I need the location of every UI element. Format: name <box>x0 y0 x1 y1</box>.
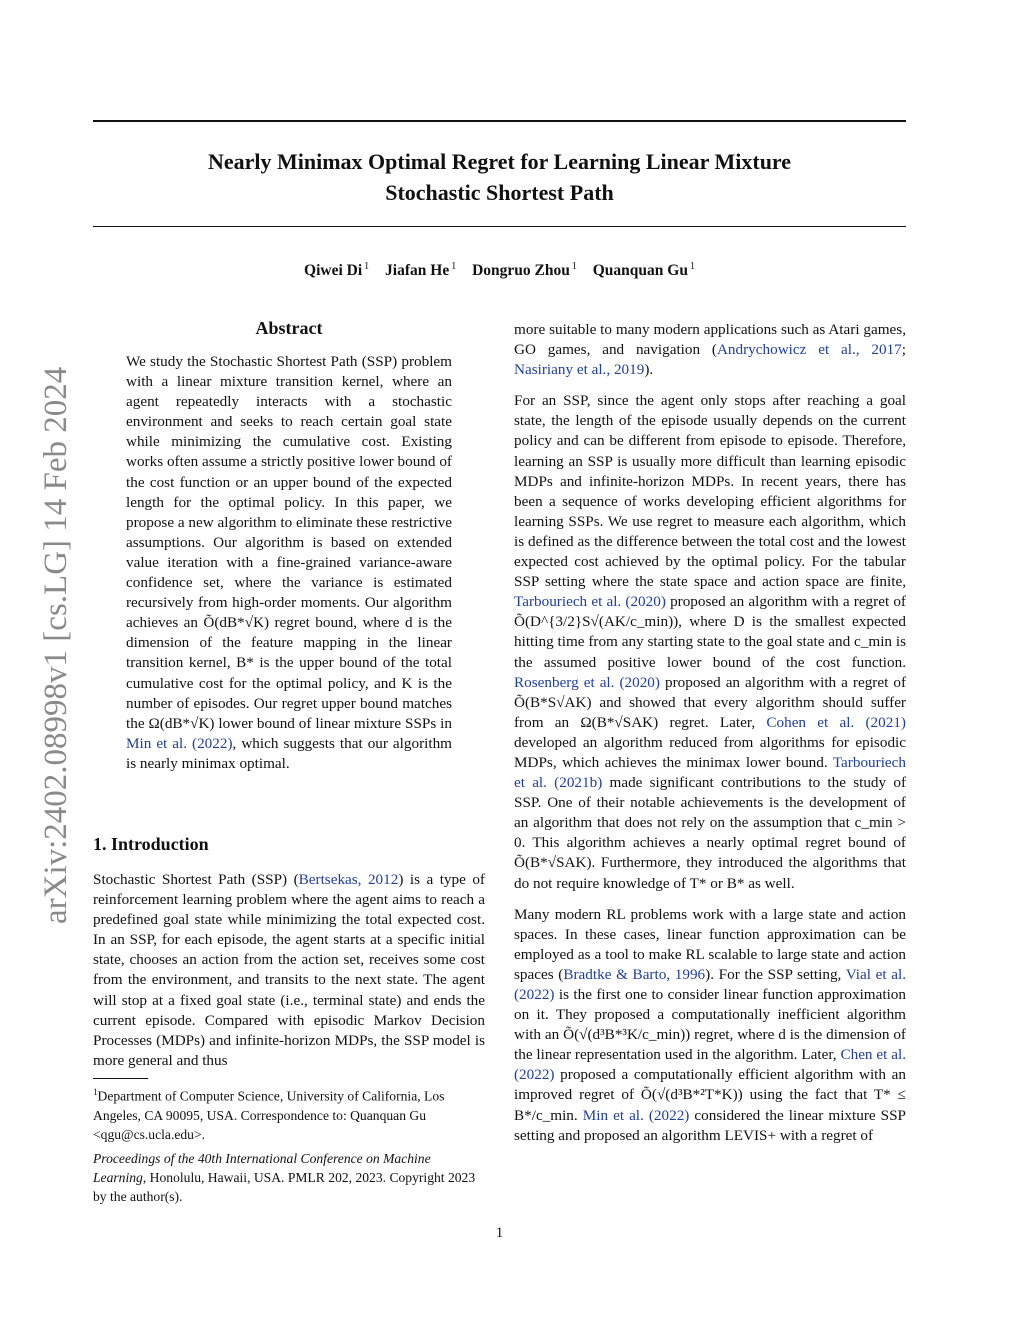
affiliation-mark: 1 <box>451 261 457 272</box>
title-line-2: Stochastic Shortest Path <box>385 180 614 205</box>
author: Quanquan Gu $^1$ <box>592 261 695 280</box>
citation-link[interactable]: Chen et al. (2022) <box>514 1046 907 1084</box>
author: Qiwei Di $^1$ <box>304 261 370 280</box>
title-rule-bottom <box>93 226 906 227</box>
page-number: 1 <box>495 1225 504 1241</box>
abstract-body <box>126 352 452 774</box>
abstract-paragraph: We study the Stochastic Shortest Path (SSP) problem with a linear mixture transition kernel, where an agent repeatedly interacts with a stochastic environment and seeks to reach certain goal state while minimizing the cumulative cost. Existing works often assume a strictly positive lower bound of the cost function or an upper bound of the expected length for the optimal policy. In this paper, we propose a new algorithm to eliminate these restrictive assumptions. Our algorithm is based on extended value iteration with a fine-grained variance-aware confidence set, where the variance is estimated recursively from high-order moments. Our algorithm achieves an Õ(dB*√K) regret bound, where d is the dimension of the feature mapping in the linear transition kernel, B* is the upper bound of the total cumulative cost for the optimal policy, and K is the number of episodes. Our regret upper bound matches the Ω(dB*√K) lower bound of linear mixture SSPs in Min et al. (2022), which suggests that our algorithm is nearly minimax optimal. <box>126 353 453 772</box>
citation-link[interactable]: Vial et al. (2022) <box>514 965 906 1003</box>
citation-link[interactable]: Nasiriany et al., 2019 <box>514 361 645 379</box>
citation-link[interactable]: Min et al. (2022) <box>582 1106 690 1124</box>
affiliation-mark: 1 <box>364 261 370 272</box>
citation-link[interactable]: Tarbouriech et al. (2021b) <box>514 753 906 792</box>
proceedings-note: Proceedings of the 40th International Conference on Machine Learning, Honolulu, Hawaii, USA. PMLR 202, 2023. Copyright 2023 by the author(s). <box>93 1151 476 1204</box>
citation-link[interactable]: Bertsekas, 2012 <box>298 871 399 888</box>
introduction-body <box>93 870 485 1071</box>
citation-link[interactable]: Andrychowicz et al., 2017 <box>716 341 902 359</box>
paragraph: more suitable to many modern applications such as Atari games, GO games, and navigation (Andrychowicz et al., 2017; Nasiriany et al., 2019). <box>514 321 906 379</box>
right-column-body <box>514 320 906 1146</box>
affiliation-mark: 1 <box>571 261 577 272</box>
paragraph: For an SSP, since the agent only stops after reaching a goal state, the length of the episode usually depends on the current policy and can be different from episode to episode. Therefore, learning an SSP is usually more difficult than learning episodic MDPs and infinite-horizon MDPs. In recent years, there has been a sequence of works developing efficient algorithms for learning SSPs. We use regret to measure each algorithm, which is defined as the difference between the total cost and the lowest expected cost achieved by the optimal policy. For the tabular SSP setting where the state space and action space are finite, Tarbouriech et al. (2020) proposed an algorithm with a regret of Õ(D^{3/2}S√(AK/c_min)), where D is the smallest expected hitting time from any starting state to the goal state and c_min is the assumed positive lower bound of the cost function. Rosenberg et al. (2020) proposed an algorithm with a regret of Õ(B*S√AK) and showed that every algorithm should suffer from an Ω(B*√SAK) regret. Later, Cohen et al. (2021) developed an algorithm reduced from algorithms for episodic MDPs, which achieves the minimax lower bound. Tarbouriech et al. (2021b) made significant contributions to the study of SSP. One of their notable achievements is the development of an algorithm that does not rely on the assumption that c_min > 0. This algorithm achieves a nearly optimal regret bound of Õ(B*√SAK). Furthermore, they introduced the algorithms that do not require knowledge of T* or B* as well. <box>514 392 907 892</box>
arxiv-stamp: arXiv:2402.08998v1 [cs.LG] 14 Feb 2024 <box>38 366 74 924</box>
paragraph: Many modern RL problems work with a large state and action spaces. In these cases, linear function approximation can be employed as a tool to make RL scalable to large state and action spaces (Bradtke & Barto, 1996). For the SSP setting, Vial et al. (2022) is the first one to consider linear function approximation on it. They proposed a computationally inefficient algorithm with an Õ(√(d³B*³K/c_min)) regret, where d is the dimension of the linear representation used in the algorithm. Later, Chen et al. (2022) proposed a computationally efficient algorithm with an improved regret of Õ(√(d³B*²T*K)) using the fact that T* ≤ B*/c_min. Min et al. (2022) considered the linear mixture SSP setting and proposed an algorithm LEVIS+ with a regret of <box>514 905 907 1144</box>
abstract-heading: Abstract <box>255 318 323 338</box>
citation-link[interactable]: Rosenberg et al. (2020) <box>514 673 660 691</box>
title-rule-top <box>93 120 906 122</box>
title-line-1: Nearly Minimax Optimal Regret for Learning Linear Mixture <box>207 149 792 174</box>
citation-link[interactable]: Min et al. (2022) <box>126 734 233 752</box>
author-list <box>93 261 906 280</box>
footnote-mark: 1 <box>93 1087 98 1097</box>
footnote: $^1$Department of Computer Science, University of California, Los Angeles, CA 90095, USA. Correspondence to: Quanquan Gu <qgu@cs.ucla.edu>. <box>93 1087 445 1142</box>
citation-link[interactable]: Cohen et al. (2021) <box>766 713 906 731</box>
paper-title <box>93 146 906 208</box>
section-heading-introduction: 1. Introduction <box>93 834 209 854</box>
footnote-rule <box>93 1078 148 1079</box>
author: Jiafan He $^1$ <box>385 261 457 280</box>
citation-link[interactable]: Tarbouriech et al. (2020) <box>514 593 666 611</box>
author: Dongruo Zhou $^1$ <box>472 261 577 280</box>
intro-paragraph: Stochastic Shortest Path (SSP) (Bertsekas, 2012) is a type of reinforcement learning problem where the agent aims to reach a predefined goal state while minimizing the total expected cost. In an SSP, for each episode, the agent starts at a specific initial state, chooses an action from the action set, receives some cost from the environment, and transits to the next state. The agent will stop at a fixed goal state (i.e., terminal state) and ends the current episode. Compared with episodic Markov Decision Processes (MDPs) and infinite-horizon MDPs, the SSP model is more general and thus <box>93 871 485 1069</box>
affiliation-mark: 1 <box>689 261 695 272</box>
citation-link[interactable]: Bradtke & Barto, 1996 <box>563 965 706 983</box>
